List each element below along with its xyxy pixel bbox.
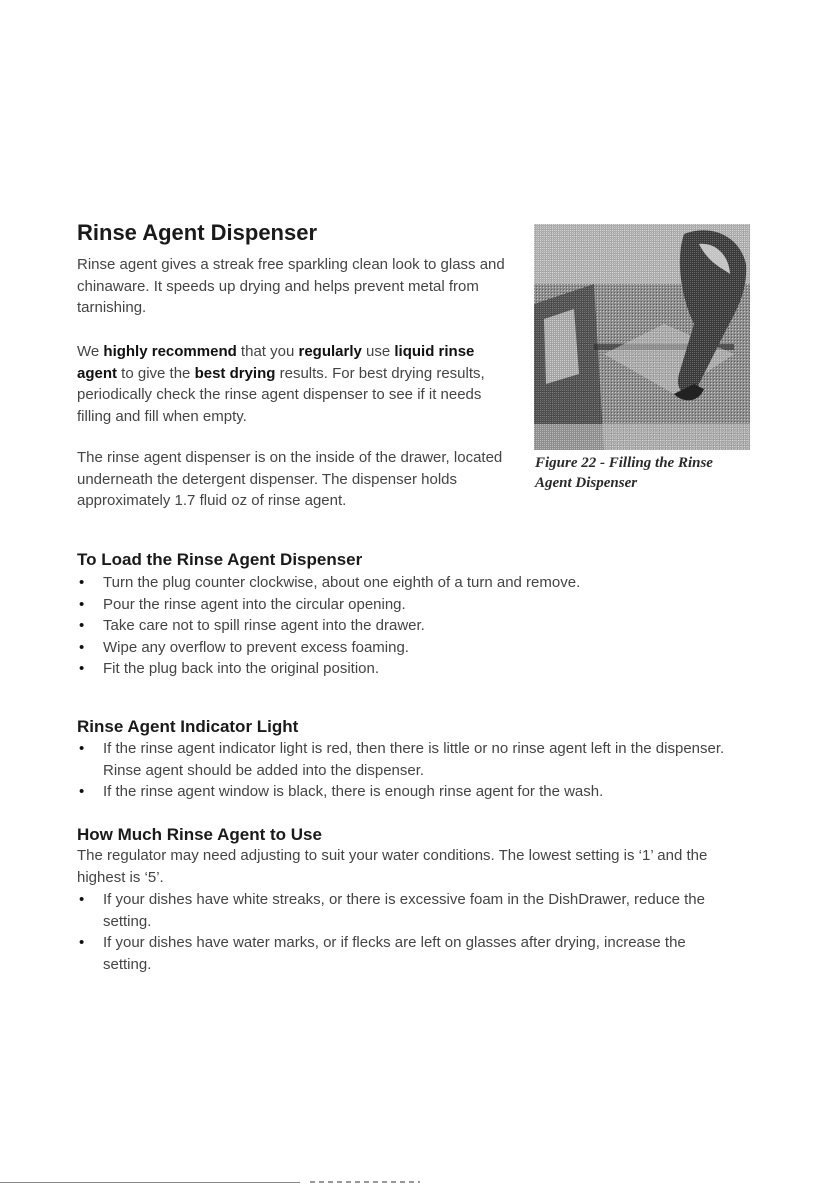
text-run: use [361,343,395,360]
filling-dispenser-illustration [534,224,750,450]
figure-caption: Figure 22 - Filling the Rinse Agent Dispenser [535,455,713,491]
text-run: results. For best drying results, periodically check the rinse agent dispenser to see if it needs filling and fill when empty. [77,364,485,425]
section-title: Rinse Agent Dispenser [77,220,318,245]
list-item: • Fit the plug back into the original position. [77,658,737,680]
how-much-list [77,889,737,975]
emphasis-regularly: regularly [298,343,362,360]
how-much-paragraph: The regulator may need adjusting to suit your water conditions. The lowest setting is ‘1’ and the highest is ‘5’. [77,847,708,886]
list-item: • Wipe any overflow to prevent excess foaming. [77,637,737,659]
load-steps-list [77,572,737,680]
intro-paragraph: Rinse agent gives a streak free sparkling clean look to glass and chinaware. It speeds up drying and helps prevent metal from tarnishing. [77,256,505,316]
emphasis-highly-recommend: highly recommend [103,343,237,360]
recommendation-paragraph [77,341,507,427]
list-item: • If the rinse agent window is black, there is enough rinse agent for the wash. [77,781,737,803]
load-heading: To Load the Rinse Agent Dispenser [77,550,363,569]
text-run: that you [236,343,299,360]
list-item: • Pour the rinse agent into the circular opening. [77,594,737,616]
text-run: to give the [117,364,195,382]
list-item: • Take care not to spill rinse agent into the drawer. [77,615,737,637]
footer-rule [0,1182,300,1183]
list-item: • Turn the plug counter clockwise, about one eighth of a turn and remove. [77,572,737,594]
list-item: • If the rinse agent indicator light is red, then there is little or no rinse agent left in the dispenser. Rinse agent should be added into the dispenser. [77,738,737,781]
indicator-heading: Rinse Agent Indicator Light [77,717,299,736]
emphasis-liquid-rinse-agent: liquid rinse agent [77,343,475,382]
figure-photo [534,224,750,450]
text-run: We [77,343,104,360]
indicator-list [77,738,737,803]
location-paragraph: The rinse agent dispenser is on the inside of the drawer, located underneath the detergent dispenser. The dispenser holds approximately 1.7 fluid oz of rinse agent. [77,449,503,509]
list-item: • If your dishes have white streaks, or there is excessive foam in the DishDrawer, reduce the setting. [77,889,737,932]
list-item: • If your dishes have water marks, or if flecks are left on glasses after drying, increase the setting. [77,932,737,975]
emphasis-best-drying: best drying [194,364,276,382]
how-much-heading: How Much Rinse Agent to Use [77,825,322,844]
footer-dotted-rule [310,1181,420,1183]
